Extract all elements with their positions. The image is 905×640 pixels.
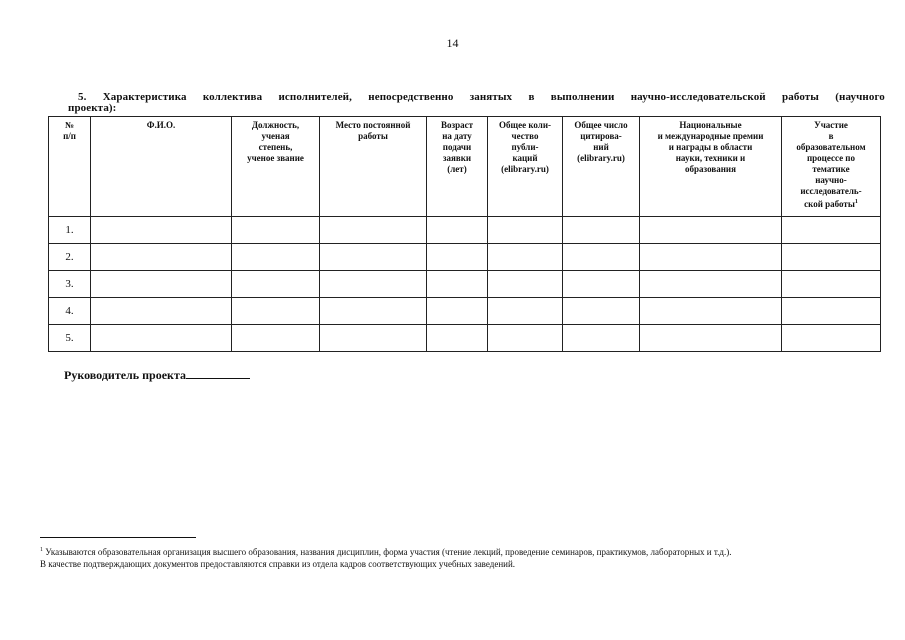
cell-age[interactable] [427,244,488,271]
heading-word: занятых [469,91,513,103]
header-awards: Национальные и международные премии и награды в области науки, техники и образования [640,117,782,217]
cell-age[interactable] [427,217,488,244]
cell-age[interactable] [427,325,488,352]
section-heading [68,92,885,114]
cell-citations[interactable] [563,298,640,325]
footnote-text-1: Указываются образовательная организация высшего образования, названия дисциплин, форма участия (чтение лекций, проведение семинаров, практикумов, лабораторных и т.д.). [45,547,732,557]
page-number: 14 [446,36,459,50]
cell-workplace[interactable] [320,217,427,244]
heading-word: (научного [835,91,885,103]
table-row [49,298,881,325]
cell-citations[interactable] [563,271,640,298]
cell-position[interactable] [232,298,320,325]
header-citations: Общее число цитирова- ний (elibrary.ru) [563,117,640,217]
cell-education[interactable] [782,217,881,244]
footnote [40,544,890,570]
cell-awards[interactable] [640,325,782,352]
header-full-name: Ф.И.О. [91,117,232,217]
cell-full-name[interactable] [91,298,232,325]
row-number: 3. [49,271,91,298]
footnote-mark: 1 [40,547,43,553]
heading-word: непосредственно [368,91,454,103]
cell-citations[interactable] [563,244,640,271]
heading-word: исполнителей, [278,91,352,103]
cell-education[interactable] [782,298,881,325]
cell-workplace[interactable] [320,271,427,298]
heading-word: 5. [78,91,87,103]
cell-citations[interactable] [563,217,640,244]
cell-full-name[interactable] [91,244,232,271]
heading-word: научно-исследовательской [630,91,766,103]
footnote-text-2: В качестве подтверждающих документов предоставляются справки из отдела кадров соответствующих учебных заведений. [40,559,516,569]
row-number: 1. [49,217,91,244]
cell-awards[interactable] [640,298,782,325]
cell-publications[interactable] [488,244,563,271]
heading-word: в [528,91,535,103]
header-number: № п/п [49,117,91,217]
footnote-line1 [40,544,890,558]
heading-word: коллектива [202,91,263,103]
cell-age[interactable] [427,271,488,298]
cell-position[interactable] [232,244,320,271]
header-education [782,117,881,217]
heading-word: Характеристика [102,91,187,103]
heading-word: выполнении [550,91,615,103]
cell-workplace[interactable] [320,244,427,271]
footnote-mark: 1 [854,199,858,205]
section-heading-line1 [68,92,885,103]
header-workplace: Место постоянной работы [320,117,427,217]
cell-full-name[interactable] [91,217,232,244]
cell-publications[interactable] [488,298,563,325]
table-row [49,325,881,352]
cell-education[interactable] [782,271,881,298]
team-table [48,116,881,352]
cell-workplace[interactable] [320,298,427,325]
section-heading-line2: проекта): [68,102,117,114]
cell-full-name[interactable] [91,325,232,352]
cell-citations[interactable] [563,325,640,352]
cell-age[interactable] [427,298,488,325]
cell-publications[interactable] [488,217,563,244]
cell-workplace[interactable] [320,325,427,352]
row-number: 2. [49,244,91,271]
cell-publications[interactable] [488,325,563,352]
project-leader-signature [64,368,250,383]
cell-position[interactable] [232,217,320,244]
signature-line[interactable] [186,368,250,379]
cell-position[interactable] [232,325,320,352]
heading-word: работы [782,91,819,103]
header-education-text: Участие в образовательном процессе по тематике научно- исследователь- ской работы [796,120,866,209]
cell-publications[interactable] [488,271,563,298]
signature-label: Руководитель проекта [64,368,186,382]
table-row [49,244,881,271]
cell-position[interactable] [232,271,320,298]
cell-awards[interactable] [640,217,782,244]
cell-education[interactable] [782,244,881,271]
cell-education[interactable] [782,325,881,352]
table-row [49,271,881,298]
row-number: 4. [49,298,91,325]
cell-awards[interactable] [640,244,782,271]
footnote-divider [40,537,196,538]
cell-full-name[interactable] [91,271,232,298]
header-publications: Общее коли- чество публи- каций (elibrary.ru) [488,117,563,217]
cell-awards[interactable] [640,271,782,298]
table-header-row [49,117,881,217]
row-number: 5. [49,325,91,352]
header-age: Возраст на дату подачи заявки (лет) [427,117,488,217]
table-row [49,217,881,244]
header-position: Должность, ученая степень, ученое звание [232,117,320,217]
